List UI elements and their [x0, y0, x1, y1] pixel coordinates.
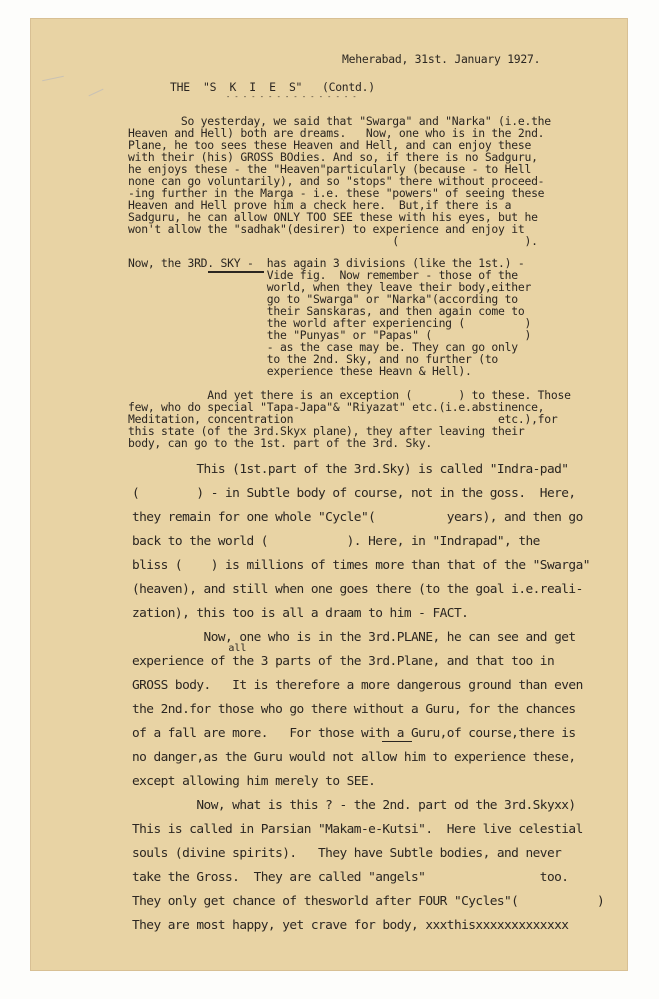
body-line: experience of the 3 parts of the 3rd.Plane, and that too in — [132, 654, 555, 669]
body-line: few, who do special "Tapa-Japa"& "Riyazat" etc.(i.e.abstinence, — [128, 400, 545, 414]
with-underline — [382, 741, 412, 742]
body-line: -ing further in the Marga - i.e. these "powers" of seeing these — [128, 186, 545, 200]
body-line: Now, one who is in the 3rd.PLANE, he can see and get — [132, 630, 576, 645]
body-line: They are most happy, yet crave for body, xxxthisxxxxxxxxxxxxx — [132, 918, 569, 933]
body-line: They only get chance of thesworld after FOUR "Cycles"( ) — [132, 894, 605, 909]
body-line: the world after experiencing ( ) — [128, 316, 532, 330]
body-line: of a fall are more. For those with a Guru,of course,there is — [132, 726, 576, 741]
body-line: the "Punyas" or "Papas" ( ) — [128, 328, 532, 342]
body-line: they remain for one whole "Cycle"( years), and then go — [132, 510, 583, 525]
body-line: - as the case may be. They can go only — [128, 340, 518, 354]
body-line: And yet there is an exception ( ) to these. Those — [128, 388, 571, 402]
body-line: Meditation, concentration etc.),for — [128, 412, 558, 426]
body-line: this state (of the 3rd.Skyx plane), they after leaving their — [128, 424, 525, 438]
body-line: Now, the 3RD. SKY - has again 3 divisions (like the 1st.) - — [128, 256, 525, 270]
body-line: none can go voluntarily), and so "stops" there without proceed- — [128, 174, 545, 188]
body-line: go to "Swarga" or "Narka"(according to — [128, 292, 518, 306]
body-line: souls (divine spirits). They have Subtle bodies, and never — [132, 846, 562, 861]
body-line: body, can go to the 1st. part of the 3rd. Sky. — [128, 436, 432, 450]
body-line: Heaven and Hell prove him a check here. But,if there is a — [128, 198, 512, 212]
typewritten-page — [30, 18, 628, 971]
body-line: Sadguru, he can allow ONLY TOO SEE these with his eyes, but he — [128, 210, 538, 224]
body-line: back to the world ( ). Here, in "Indrapad", the — [132, 534, 540, 549]
body-line: GROSS body. It is therefore a more dangerous ground than even — [132, 678, 583, 693]
body-line: won't allow the "sadhak"(desirer) to experience and enjoy it — [128, 222, 525, 236]
title-underline: - - - - - - - - - - - - - - - - — [226, 93, 357, 101]
body-line: the 2nd.for those who go there without a Guru, for the chances — [132, 702, 576, 717]
interlinear-insert: all — [132, 643, 247, 654]
body-line: Now, what is this ? - the 2nd. part od the 3rd.Skyxx) — [132, 798, 576, 813]
body-line: he enjoys these - the "Heaven"particularly (because - to Hell — [128, 162, 532, 176]
body-line: world, when they leave their body,either — [128, 280, 532, 294]
page-title: THE "S K I E S" (Contd.) — [170, 80, 375, 94]
body-line: no danger,as the Guru would not allow him to experience these, — [132, 750, 576, 765]
paper-scuff-mark — [89, 89, 104, 97]
body-line: zation), this too is all a draam to him - FACT. — [132, 606, 469, 621]
body-line: Plane, he too sees these Heaven and Hell, and can enjoy these — [128, 138, 532, 152]
body-line: bliss ( ) is millions of times more than that of the "Swarga" — [132, 558, 590, 573]
body-line: take the Gross. They are called "angels" too. — [132, 870, 569, 885]
body-line: their Sanskaras, and then again come to — [128, 304, 525, 318]
paper-scuff-mark — [42, 76, 64, 82]
body-line: with their (his) GROSS BOdies. And so, if there is no Sadguru, — [128, 150, 538, 164]
body-line: So yesterday, we said that "Swarga" and "Narka" (i.e.the — [128, 114, 551, 128]
body-line: experience these Heavn & Hell). — [128, 364, 472, 378]
body-line: Heaven and Hell) both are dreams. Now, one who is in the 2nd. — [128, 126, 545, 140]
body-line: (heaven), and still when one goes there (to the goal i.e.reali- — [132, 582, 583, 597]
body-line: This is called in Parsian "Makam-e-Kutsi". Here live celestial — [132, 822, 583, 837]
body-line: ( ). — [128, 234, 538, 248]
body-line: except allowing him merely to SEE. — [132, 774, 376, 789]
body-line: Vide fig. Now remember - those of the — [128, 268, 518, 282]
body-line: ( ) - in Subtle body of course, not in the goss. Here, — [132, 486, 576, 501]
body-line: to the 2nd. Sky, and no further (to — [128, 352, 499, 366]
place-date: Meherabad, 31st. January 1927. — [342, 52, 541, 66]
body-line: This (1st.part of the 3rd.Sky) is called "Indra-pad" — [132, 462, 569, 477]
